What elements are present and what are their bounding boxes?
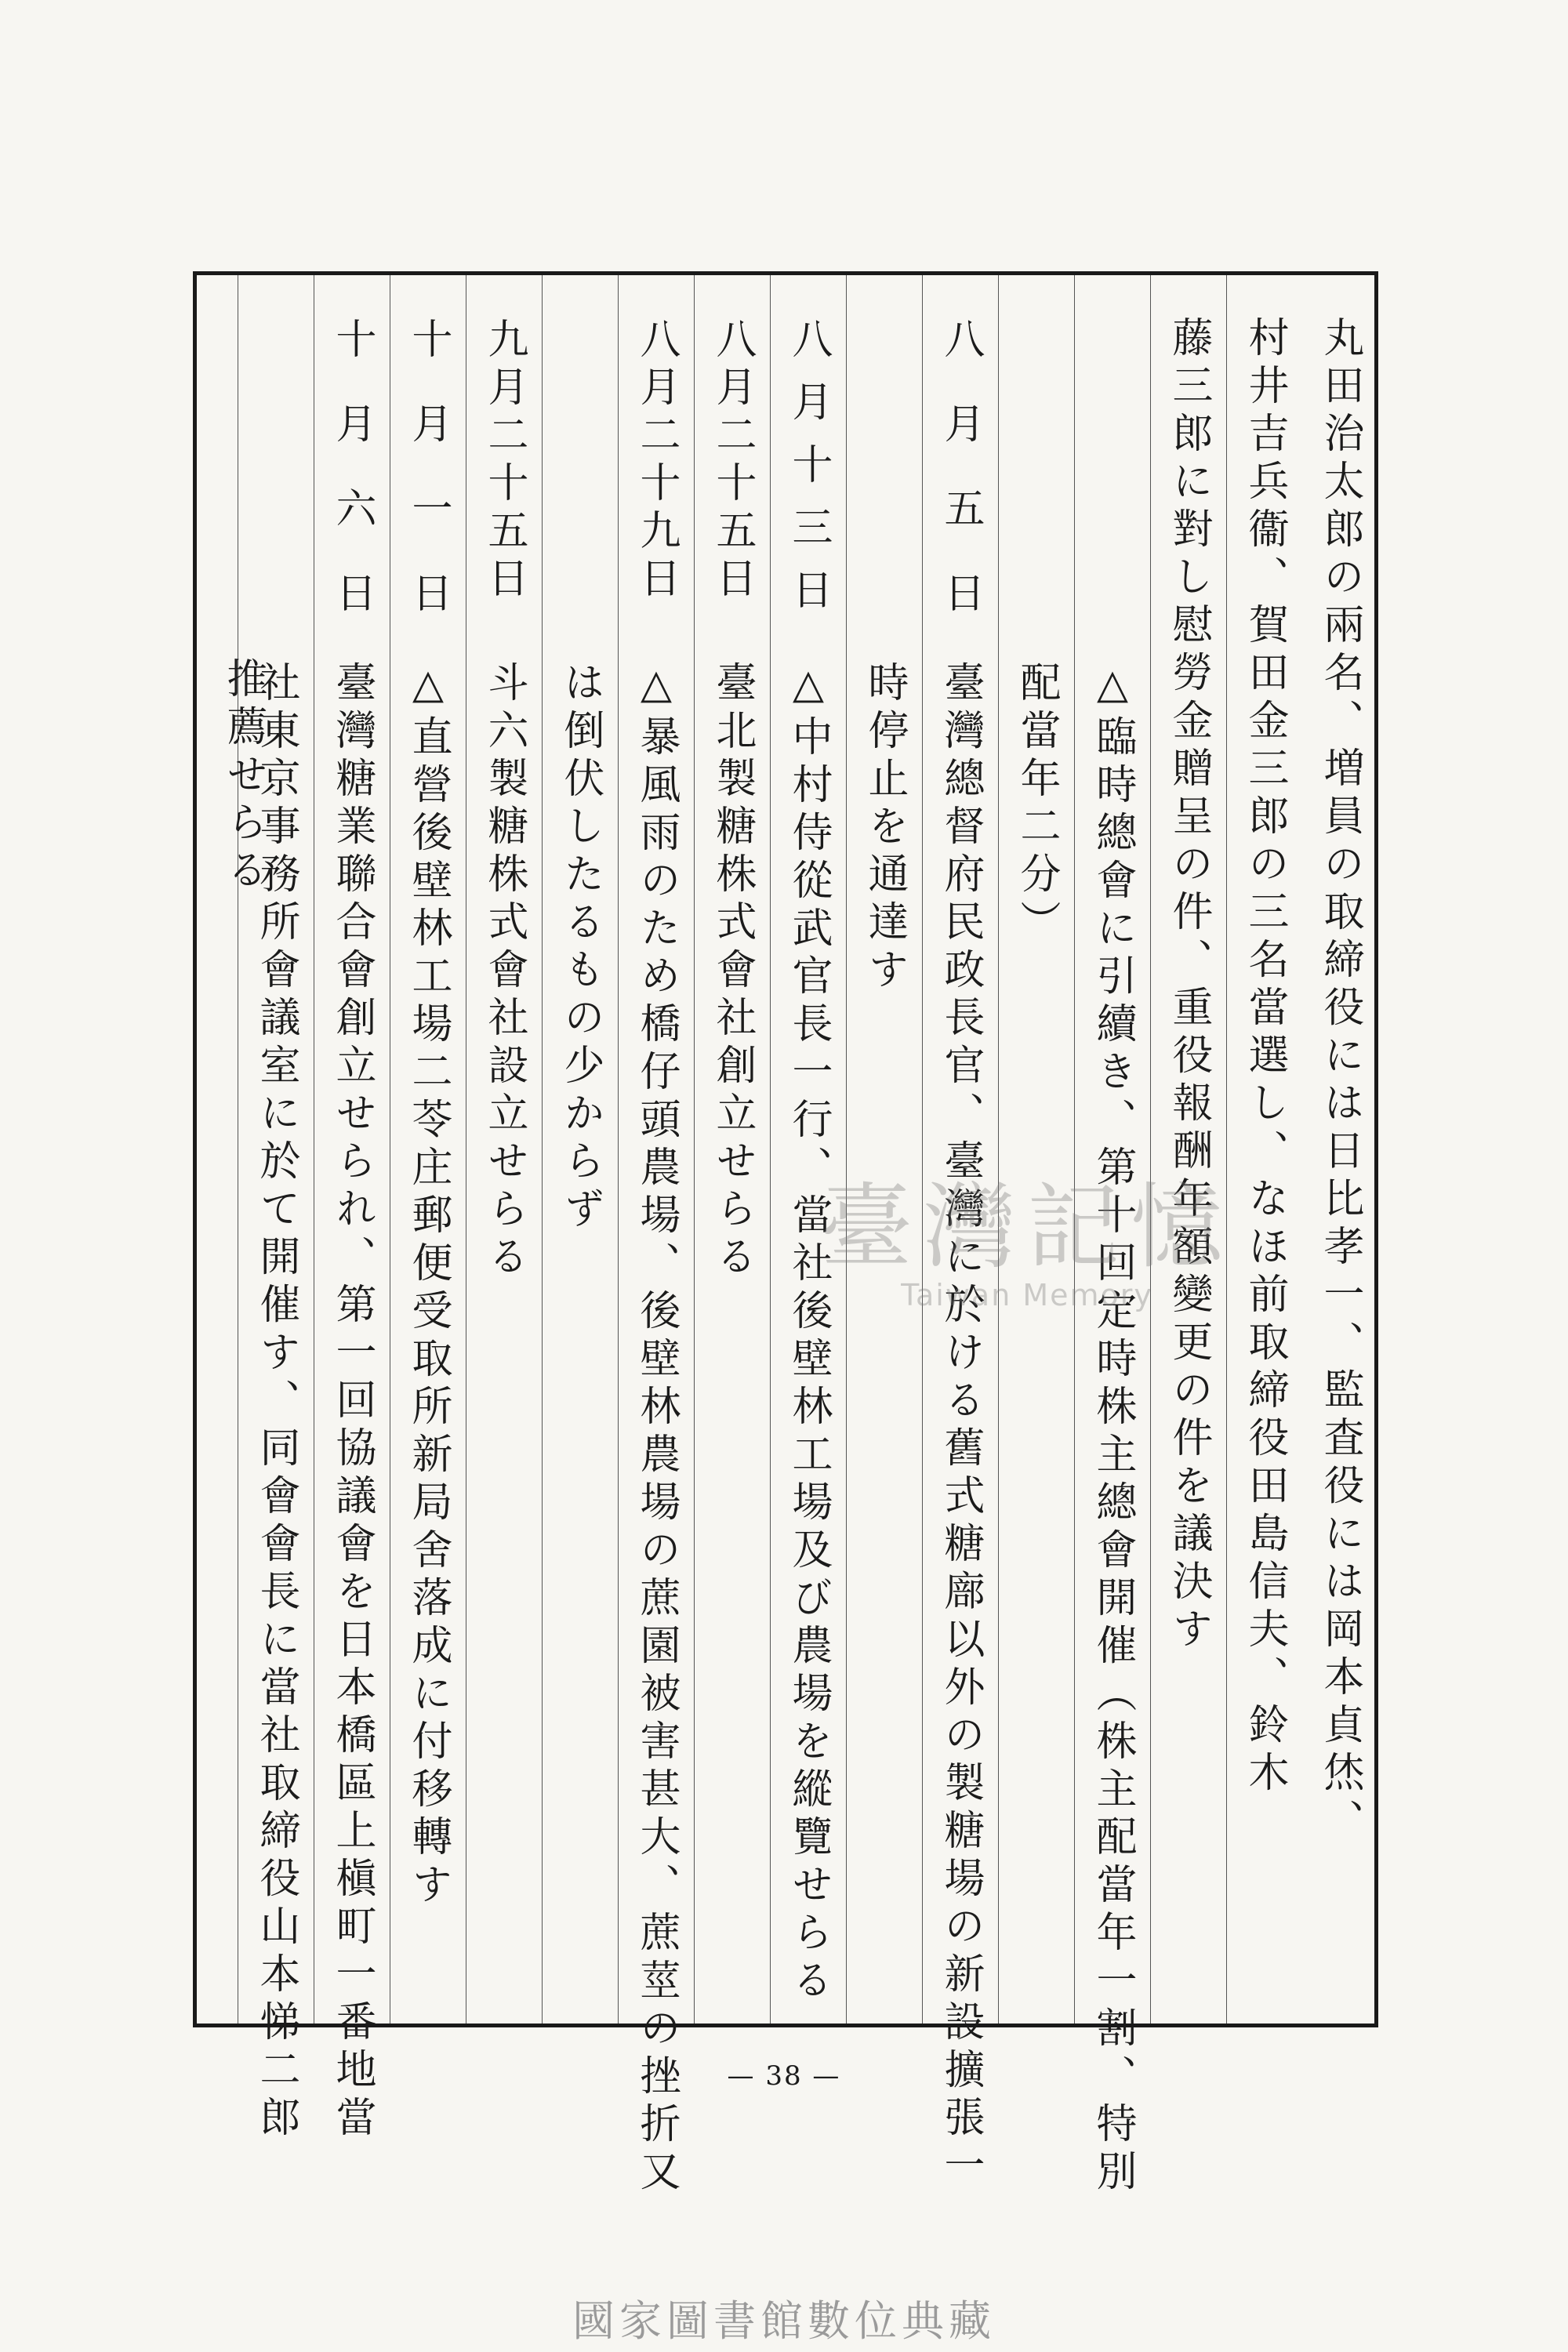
entry-column-sep-25 bbox=[466, 275, 543, 2024]
library-footer: 國家圖書館數位典藏 bbox=[572, 2296, 996, 2346]
column-text: 村井吉兵衞、賀田金三郎の三名當選し、なほ前取締役田島信夫、鈴木 bbox=[1241, 316, 1288, 1798]
watermark-chinese: 臺灣記憶 bbox=[819, 1173, 1234, 1281]
page-number: — 38 — bbox=[727, 2060, 841, 2092]
column-text: △直營後壁林工場二苓庄郵便受取所新局舍落成に付移轉す bbox=[405, 661, 452, 1911]
entry-column-aug-13 bbox=[770, 275, 847, 2024]
column-text: △中村侍從武官長一行、當社後壁林工場及び農場を縱覽せらる bbox=[785, 661, 832, 2006]
entry-date: 十月一日 bbox=[405, 318, 452, 656]
text-column-4 bbox=[1074, 275, 1151, 2198]
entry-date: 八月五日 bbox=[937, 318, 984, 656]
column-text: △臨時總會に引續き、第十回定時株主總會開催（株主配當年一割、特別 bbox=[1089, 661, 1136, 2198]
entry-column-oct-6 bbox=[314, 275, 390, 2143]
text-column-2 bbox=[1226, 275, 1303, 2024]
column-text: △暴風雨のため橋仔頭農場、後壁林農場の蔗園被害甚大、蔗莖の挫折又 bbox=[633, 661, 680, 2198]
text-column-1 bbox=[1302, 275, 1378, 2024]
text-column-7 bbox=[846, 275, 923, 2024]
column-text: 時停止を通達す bbox=[861, 661, 908, 996]
column-text: 臺灣總督府民政長官、臺灣に於ける舊式糖廍以外の製糖場の新設擴張一 bbox=[937, 661, 984, 2191]
watermark bbox=[776, 1173, 1278, 1312]
watermark-english: Taiwan Memory bbox=[901, 1278, 1153, 1312]
column-text: 社東京事務所會議室に於て開催す、同會會長に當社取締役山本悌二郎 bbox=[252, 661, 299, 2143]
column-text: 臺北製糖株式會社創立せらる bbox=[709, 661, 756, 1283]
entry-column-aug-5 bbox=[922, 275, 999, 2191]
text-column-11 bbox=[542, 275, 619, 2024]
text-column-16-wrap bbox=[156, 275, 197, 2024]
entry-date: 八月二十九日 bbox=[633, 318, 680, 604]
text-column-15 bbox=[238, 275, 314, 2143]
column-text: 斗六製糖株式會社設立せらる bbox=[481, 661, 528, 1283]
text-column-3 bbox=[1150, 275, 1227, 2024]
text-column-16 bbox=[197, 275, 238, 2024]
column-text: 丸田治太郎の兩名、増員の取締役には日比孝一、監査役には岡本貞烋、 bbox=[1316, 316, 1363, 1846]
entry-date: 八月二十五日 bbox=[709, 318, 756, 604]
entry-column-aug-25 bbox=[694, 275, 771, 2024]
column-text: は倒伏したるもの少からず bbox=[557, 661, 604, 1235]
entry-date: 九月二十五日 bbox=[481, 318, 528, 604]
column-text: 配當年二分） bbox=[1013, 661, 1060, 948]
column-text: 臺灣糖業聯合會創立せられ、第一回協議會を日本橋區上槇町一番地當 bbox=[328, 661, 376, 2143]
text-column-5 bbox=[998, 275, 1075, 2024]
entry-date: 十月六日 bbox=[328, 318, 376, 656]
entry-column-aug-29 bbox=[618, 275, 695, 2198]
column-text-last: 推薦せらる bbox=[220, 657, 267, 896]
entry-date: 八月十三日 bbox=[785, 318, 832, 631]
column-text: 藤三郎に對し慰勞金贈呈の件、重役報酬年額變更の件を議決す bbox=[1165, 316, 1212, 1655]
entry-column-oct-1 bbox=[390, 275, 466, 2024]
